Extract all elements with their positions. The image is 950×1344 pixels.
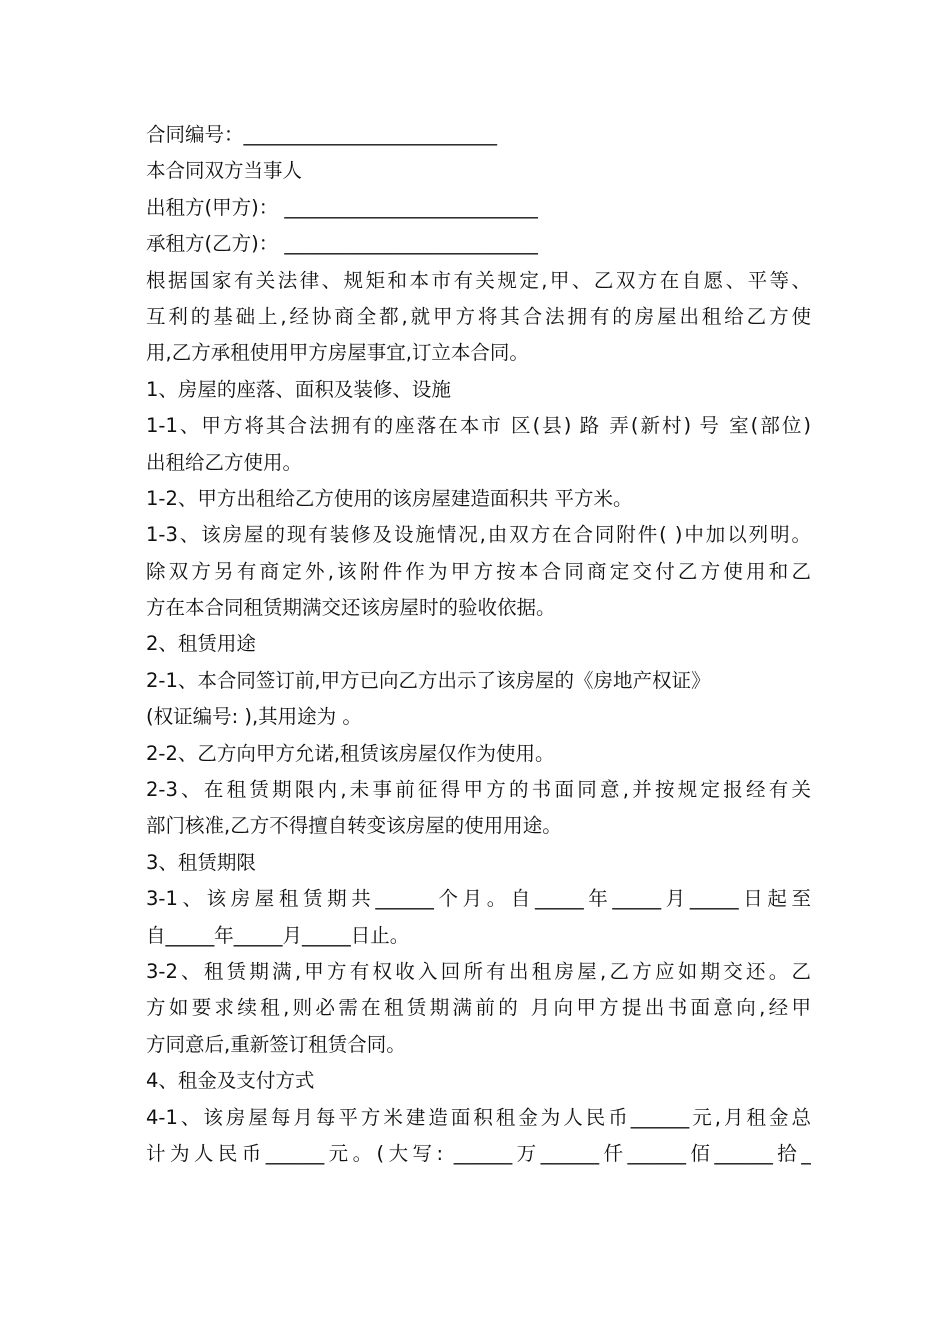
contract-line: 自_____年_____月_____日止。 bbox=[146, 923, 410, 947]
contract-line: 3、租赁期限 bbox=[146, 850, 256, 874]
contract-line: 合同编号：__________________________ bbox=[146, 123, 498, 146]
contract-line: 承租方(乙方)： __________________________ bbox=[146, 232, 538, 256]
contract-line: 根据国家有关法律、规矩和本市有关规定,甲、乙双方在自愿、平等、 bbox=[146, 268, 811, 292]
contract-line: 2-2、乙方向甲方允诺,租赁该房屋仅作为使用。 bbox=[146, 741, 555, 765]
contract-page bbox=[146, 117, 811, 1172]
contract-line: 互利的基础上,经协商全都,就甲方将其合法拥有的房屋出租给乙方使 bbox=[146, 304, 811, 328]
contract-line: 方如要求续租,则必需在租赁期满前的 月向甲方提出书面意向,经甲 bbox=[146, 996, 811, 1020]
contract-line: 3-2、租赁期满,甲方有权收入回所有出租房屋,乙方应如期交还。乙 bbox=[146, 959, 811, 983]
contract-line: 1-3、该房屋的现有装修及设施情况,由双方在合同附件( )中加以列明。 bbox=[146, 523, 811, 547]
contract-line: 4-1、该房屋每月每平方米建造面积租金为人民币______元,月租金总 bbox=[146, 1105, 811, 1129]
contract-line: 2-3、在租赁期限内,未事前征得甲方的书面同意,并按规定报经有关 bbox=[146, 778, 811, 802]
contract-line: 1-1、甲方将其合法拥有的座落在本市 区(县) 路 弄(新村) 号 室(部位) bbox=[146, 414, 811, 438]
contract-line: 1-2、甲方出租给乙方使用的该房屋建造面积共 平方米。 bbox=[146, 486, 633, 510]
contract-line: 方在本合同租赁期满交还该房屋时的验收依据。 bbox=[146, 596, 556, 620]
contract-line: 1、房屋的座落、面积及装修、设施 bbox=[146, 377, 451, 401]
contract-line: 出租给乙方使用。 bbox=[146, 450, 303, 474]
contract-line: 3-1、该房屋租赁期共______个月。自_____年_____月_____日起至 bbox=[146, 887, 811, 911]
contract-line: 用,乙方承租使用甲方房屋事宜,订立本合同。 bbox=[146, 341, 529, 365]
contract-line: 4、租金及支付方式 bbox=[146, 1069, 315, 1093]
contract-line: 2-1、本合同签订前,甲方已向乙方出示了该房屋的《房地产权证》 bbox=[146, 668, 711, 692]
contract-line: 部门核准,乙方不得擅自转变该房屋的使用用途。 bbox=[146, 814, 562, 838]
contract-line: 出租方(甲方)： __________________________ bbox=[146, 195, 538, 219]
contract-line: 2、租赁用途 bbox=[146, 632, 256, 656]
contract-line: 本合同双方当事人 bbox=[146, 159, 303, 183]
contract-line: 计为人民币______元。(大写: ______万______仟______佰______拾_ bbox=[146, 1141, 811, 1165]
contract-line: 方同意后,重新签订租赁合同。 bbox=[146, 1032, 406, 1056]
contract-line: (权证编号: ),其用途为 。 bbox=[146, 705, 362, 729]
contract-line: 除双方另有商定外,该附件作为甲方按本合同商定交付乙方使用和乙 bbox=[146, 559, 811, 583]
